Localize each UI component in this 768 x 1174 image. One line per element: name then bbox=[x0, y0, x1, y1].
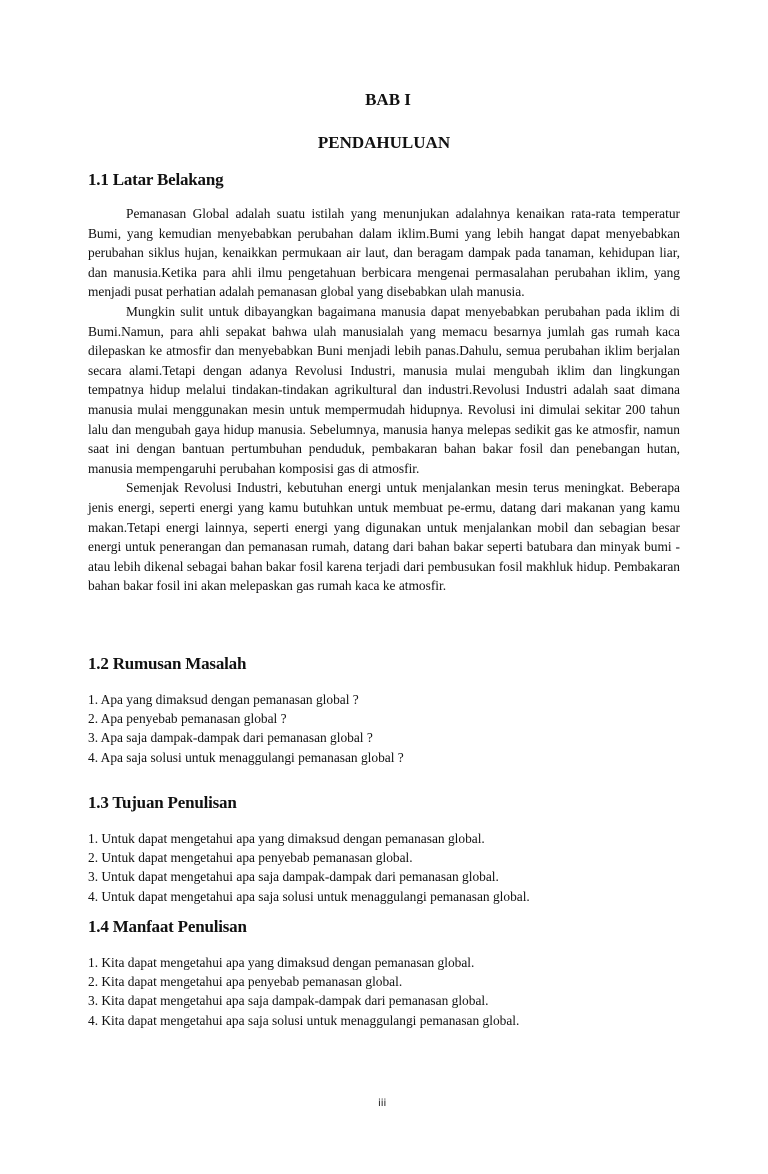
manfaat-penulisan-list bbox=[88, 953, 519, 1030]
section-heading-manfaat-penulisan: 1.4 Manfaat Penulisan bbox=[88, 917, 247, 936]
list-item: 4. Kita dapat mengetahui apa saja solusi untuk menaggulangi pemanasan global. bbox=[88, 1012, 520, 1028]
section-heading-rumusan-masalah: 1.2 Rumusan Masalah bbox=[88, 654, 247, 673]
rumusan-masalah-list bbox=[88, 690, 404, 767]
paragraph: Pemanasan Global adalah suatu istilah yang menunjukan adalahnya kenaikan rata-rata temperatur Bumi, yang kemudian menyebabkan perubahan dalam iklim.Bumi yang lebih hangat dapat menyebabkan perubahan siklus hujan, kenaikkan permukaan air laut, dan beragam dampak pada tanaman, kehidupan liar, dan manusia.Ketika para ahli ilmu pengetahuan berbicara mengenai permasalahan perubahan iklim, yang menjadi pusat perhatian adalah pemanasan global yang disebabkan ulah manusia. bbox=[88, 206, 680, 300]
list-item: 2. Apa penyebab pemanasan global ? bbox=[88, 711, 287, 727]
chapter-title: PENDAHULUAN bbox=[317, 133, 451, 152]
section-heading-latar-belakang: 1.1 Latar Belakang bbox=[88, 170, 224, 189]
list-item: 2. Kita dapat mengetahui apa penyebab pemanasan global. bbox=[88, 974, 403, 990]
tujuan-penulisan-list bbox=[88, 829, 530, 906]
paragraph: Semenjak Revolusi Industri, kebutuhan energi untuk menjalankan mesin terus meningkat. Beberapa jenis energi, seperti energi yang kamu butuhkan untuk membuat pe-ermu, datang dari makanan yang kamu makan.Tetapi energi lainnya, seperti energi yang digunakan untuk menjalankan mobil dan sebagian besar energi untuk penerangan dan pemanasan rumah, datang dari bahan bakar seperti batubara dan minyak bumi - atau lebih dikenal sebagai bahan bakar fosil karena terjadi dari pembusukan fosil makhluk hidup. Pembakaran bahan bakar fosil ini akan melepaskan gas rumah kaca ke atmosfir. bbox=[88, 480, 680, 594]
section-heading-tujuan-penulisan: 1.3 Tujuan Penulisan bbox=[88, 793, 237, 812]
list-item: 1. Apa yang dimaksud dengan pemanasan global ? bbox=[88, 692, 359, 707]
list-item: 3. Kita dapat mengetahui apa saja dampak-dampak dari pemanasan global. bbox=[88, 993, 489, 1009]
document-page bbox=[88, 0, 680, 1174]
latar-belakang-body bbox=[88, 204, 680, 596]
list-item: 1. Kita dapat mengetahui apa yang dimaksud dengan pemanasan global. bbox=[88, 955, 475, 970]
list-item: 3. Apa saja dampak-dampak dari pemanasan global ? bbox=[88, 730, 373, 746]
page-number: iii bbox=[378, 1098, 387, 1109]
list-item: 4. Apa saja solusi untuk menaggulangi pemanasan global ? bbox=[88, 749, 404, 765]
list-item: 4. Untuk dapat mengetahui apa saja solusi untuk menaggulangi pemanasan global. bbox=[88, 888, 530, 904]
chapter-number: BAB I bbox=[365, 90, 411, 109]
paragraph: Mungkin sulit untuk dibayangkan bagaimana manusia dapat menyebabkan perubahan pada iklim di Bumi.Namun, para ahli sepakat bahwa ulah manusialah yang memacu besarnya jumlah gas rumah kaca dilepaskan ke atmosfir dan menyebabkan Buni menjadi lebih panas.Dahulu, semua perubahan iklim berjalan secara alami.Tetapi dengan adanya Revolusi Industri, manusia mulai mengubah iklim dan lingkungan tempatnya hidup melalui tindakan-tindakan agrikultural dan industri.Revolusi Industri adalah saat dimana manusia mulai menggunakan mesin untuk mempermudah hidupnya. Revolusi ini dimulai sekitar 200 tahun lalu dan mengubah gaya hidup manusia. Sebelumnya, manusia hanya melepas sedikit gas ke atmosfir, namun saat ini dengan bantuan pertumbuhan penduduk, pembakaran bahan bakar fosil dan penebangan hutan, manusia mempengaruhi perubahan komposisi gas di atmosfir. bbox=[88, 303, 680, 476]
list-item: 1. Untuk dapat mengetahui apa yang dimaksud dengan pemanasan global. bbox=[88, 831, 485, 846]
list-item: 3. Untuk dapat mengetahui apa saja dampak-dampak dari pemanasan global. bbox=[88, 869, 499, 885]
list-item: 2. Untuk dapat mengetahui apa penyebab pemanasan global. bbox=[88, 850, 413, 866]
